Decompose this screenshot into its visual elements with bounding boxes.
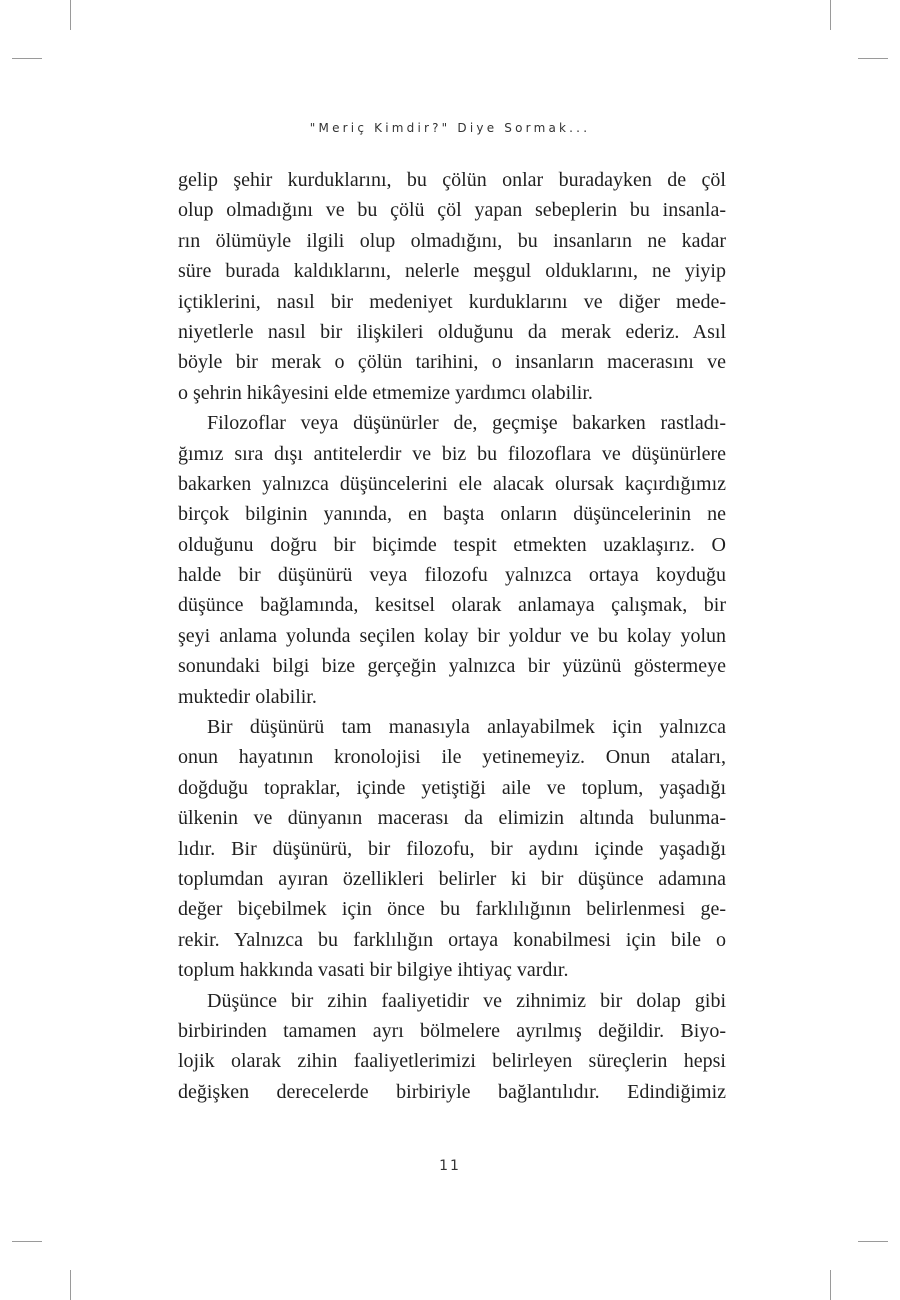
body-text [178, 165, 726, 1107]
text-line: rın ölümüyle ilgili olup olmadığını, bu insanların ne kadar [178, 229, 726, 252]
crop-mark-bottom-right [830, 1270, 831, 1300]
text-line: rekir. Yalnızca bu farklılığın ortaya konabilmesi için bile o [178, 928, 726, 951]
text-line: toplum hakkında vasati bir bilgiye ihtiyaç vardır. [178, 959, 569, 982]
crop-mark-top-left [70, 0, 71, 30]
running-head: "Meriç Kimdir?" Diye Sormak... [309, 121, 591, 135]
crop-mark-right-upper [858, 58, 888, 59]
text-line: değer biçebilmek için önce bu farklılığının belirlenmesi ge- [178, 898, 726, 921]
text-line: halde bir düşünürü veya filozofu yalnızca ortaya koyduğu [178, 564, 726, 587]
paragraph [178, 986, 726, 1108]
crop-mark-left-lower [12, 1241, 42, 1242]
text-line: düşünce bağlamında, kesitsel olarak anlamaya çalışmak, bir [178, 594, 726, 617]
text-line: ğımız sıra dışı antitelerdir ve biz bu filozoflara ve düşünürlere [178, 442, 726, 465]
text-line: lojik olarak zihin faaliyetlerimizi belirleyen süreçlerin hepsi [178, 1050, 726, 1073]
text-line: değişken derecelerde birbiriyle bağlantılıdır. Edindiğimiz [178, 1080, 726, 1103]
text-line: onun hayatının kronolojisi ile yetinemeyiz. Onun ataları, [178, 746, 726, 769]
text-line: birçok bilginin yanında, en başta onların düşüncelerinin ne [178, 503, 726, 526]
text-line: sonundaki bilgi bize gerçeğin yalnızca bir yüzünü göstermeye [178, 655, 726, 678]
crop-mark-right-lower [858, 1241, 888, 1242]
text-line: olup olmadığını ve bu çölü çöl yapan sebeplerin bu insanla- [178, 199, 726, 222]
text-line: Filozoflar veya düşünürler de, geçmişe bakarken rastladı- [207, 412, 726, 435]
text-line: Bir düşünürü tam manasıyla anlayabilmek için yalnızca [207, 716, 726, 739]
text-line: böyle bir merak o çölün tarihini, o insanların macerasını ve [178, 351, 726, 374]
text-line: muktedir olabilir. [178, 685, 317, 708]
crop-mark-bottom-left [70, 1270, 71, 1300]
paragraph [178, 408, 726, 712]
text-line: doğduğu topraklar, içinde yetiştiği aile ve toplum, yaşadığı [178, 776, 726, 799]
paragraph [178, 712, 726, 986]
text-line: lıdır. Bir düşünürü, bir filozofu, bir aydını içinde yaşadığı [178, 837, 726, 860]
paragraph [178, 165, 726, 408]
text-line: içtiklerini, nasıl bir medeniyet kurduklarını ve diğer mede- [178, 290, 726, 313]
text-line: ülkenin ve dünyanın macerası da elimizin altında bulunma- [178, 807, 726, 830]
text-line: birbirinden tamamen ayrı bölmelere ayrılmış değildir. Biyo- [178, 1019, 726, 1042]
text-line: Düşünce bir zihin faaliyetidir ve zihnimiz bir dolap gibi [207, 989, 726, 1012]
text-line: süre burada kaldıklarını, nelerle meşgul olduklarını, ne yiyip [178, 260, 726, 283]
text-line: gelip şehir kurduklarını, bu çölün onlar buradayken de çöl [178, 169, 726, 191]
text-line: olduğunu doğru bir biçimde tespit etmekten uzaklaşırız. O [178, 533, 726, 556]
crop-mark-top-right [830, 0, 831, 30]
text-line: niyetlerle nasıl bir ilişkileri olduğunu da merak ederiz. Asıl [178, 320, 726, 343]
text-line: o şehrin hikâyesini elde etmemize yardımcı olabilir. [178, 381, 593, 404]
page-number: 11 [439, 1158, 461, 1174]
text-line: şeyi anlama yolunda seçilen kolay bir yoldur ve bu kolay yolun [178, 624, 726, 647]
text-line: bakarken yalnızca düşüncelerini ele alacak olursak kaçırdığımız [178, 472, 726, 495]
crop-mark-left-upper [12, 58, 42, 59]
text-line: toplumdan ayıran özellikleri belirler ki bir düşünce adamına [178, 867, 726, 890]
